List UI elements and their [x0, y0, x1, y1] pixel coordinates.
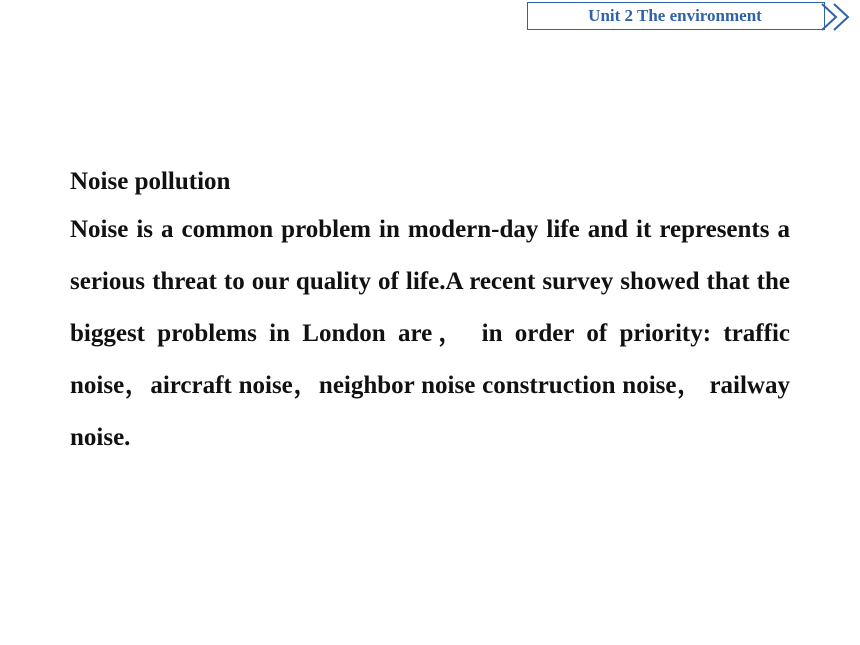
content-area	[70, 165, 790, 464]
section-heading: Noise pollution	[70, 168, 231, 195]
body-paragraph: Noise is a common problem in modern‐day life and it represents a serious threat to our quality of life.A recent survey showed that the biggest problems in London are， in order of priority: traffic noise，aircraft noise，neighbor noise construction noise， railway noise.	[70, 216, 790, 451]
unit-tag	[527, 2, 825, 30]
unit-tag-label: Unit 2 The environment	[588, 6, 762, 25]
double-chevron-right-icon	[818, 2, 860, 32]
